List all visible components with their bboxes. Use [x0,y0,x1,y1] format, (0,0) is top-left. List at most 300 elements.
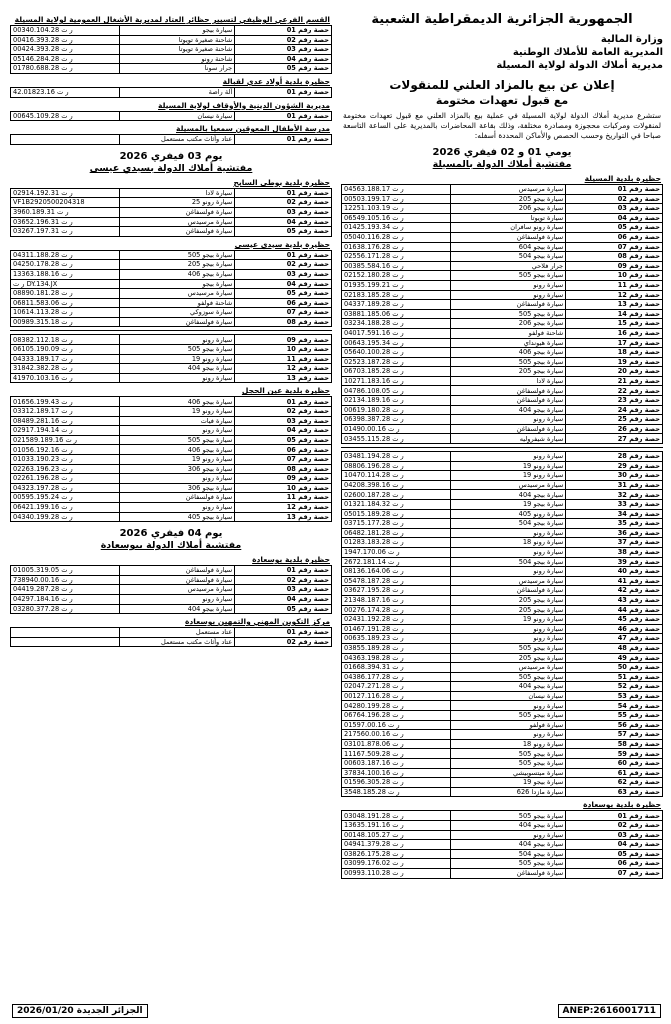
lot-number: حصة رقم 04 [235,279,332,289]
lot-description: سيارة بيجو 205 [451,605,566,615]
lot-registration: ر ت 03652.196.31 [11,217,120,227]
lot-description: سيارة بيجو 206 [451,319,566,329]
table-row [342,396,663,406]
lot-number: حصة رقم 04 [235,426,332,436]
lot-description: سيارة بيجو 205 [451,194,566,204]
lot-description: شاحنة صغيرة تويوتا [120,45,235,55]
table-row [342,691,663,701]
table-row [342,328,663,338]
table-row [11,198,332,208]
lot-number: حصة رقم 05 [235,227,332,237]
lot-registration: ر ت 01780.688.28 [11,64,120,74]
lot-description: سيارة رونو [451,280,566,290]
table-row [342,461,663,471]
table-row [11,335,332,345]
lot-description: سيارة رونو [120,474,235,484]
lot-description: سيارة رونو [451,730,566,740]
lots-table [341,451,663,797]
table-row [342,653,663,663]
table-row [11,345,332,355]
lot-registration: ر ت 06105.190.09 [11,345,120,355]
lot-number: حصة رقم 61 [566,768,663,778]
lot-number: حصة رقم 12 [235,502,332,512]
lot-description: سيارة رونو [120,373,235,383]
table-row [342,682,663,692]
lot-number: حصة رقم 01 [235,111,332,121]
table-row [11,207,332,217]
lot-description: سيارة مرسيدس [120,585,235,595]
table-row [11,298,332,308]
table-row [342,759,663,769]
lot-number: حصة رقم 03 [235,207,332,217]
lot-description: سيارة رونو 19 [451,615,566,625]
lot-number: حصة رقم 04 [566,840,663,850]
lot-description: سيارة بيجو 504 [451,252,566,262]
lot-description: سيارة ميتسوبيشي [451,768,566,778]
lot-registration: ر ت 04333.189.17 [11,354,120,364]
day4-title: يوم 04 فيفري 2026 [119,528,223,540]
lot-registration: ر ت 03267.197.31 [11,227,120,237]
lot-description: سيارة بيجو 505 [120,435,235,445]
lot-number: حصة رقم 34 [566,509,663,519]
lot-description: سيارة بيجو 504 [451,519,566,529]
table-row [11,628,332,638]
lot-registration: ر ت 01467.191.28 [342,624,451,634]
lot-registration: ر ت 04280.199.28 [342,701,451,711]
table-row [342,252,663,262]
table-row [342,232,663,242]
table-row [11,317,332,327]
table-row [342,471,663,481]
lot-description: سيارة شيفروليه [451,434,566,444]
table-row [11,637,332,647]
lots-table [10,334,332,383]
lot-number: حصة رقم 21 [566,376,663,386]
lot-registration: ر ت 738940.00.16 [11,575,120,585]
lot-description: سيارة بيجو 404 [451,405,566,415]
lot-number: حصة رقم 09 [566,261,663,271]
lot-description: سيارة بيجو 505 [120,250,235,260]
anep-reference: ANEP:2616001711 [558,1004,661,1018]
lot-number: حصة رقم 01 [235,628,332,638]
lot-registration: ر ت 08489.281.16 [11,416,120,426]
table-row [342,357,663,367]
lot-number: حصة رقم 02 [235,407,332,417]
lot-number: حصة رقم 36 [566,528,663,538]
divider [341,447,663,448]
lot-number: حصة رقم 05 [235,435,332,445]
lot-description: سيارة فولسفاغن [120,317,235,327]
lot-description: سيارة رونو 18 [451,538,566,548]
lot-registration: ر ت 04363.198.28 [342,653,451,663]
lot-description: سيارة بيجو 404 [451,682,566,692]
lot-number: حصة رقم 19 [566,357,663,367]
lot-registration: ر ت 10470.114.28 [342,471,451,481]
lot-registration: ر ت 01033.190.23 [11,455,120,465]
lot-number: حصة رقم 11 [235,354,332,364]
lot-number: حصة رقم 07 [235,455,332,465]
lot-number: حصة رقم 18 [566,348,663,358]
table-row [342,319,663,329]
lot-registration: ر ت 06482.181.28 [342,528,451,538]
table-row [11,426,332,436]
table-row [342,204,663,214]
lot-number: حصة رقم 12 [566,290,663,300]
table-row [342,434,663,444]
lot-registration: ر ت 02523.187.28 [342,357,451,367]
lot-registration: ر ت 00643.195.34 [342,338,451,348]
lot-registration: ر ت 00993.110.28 [342,868,451,878]
lot-number: حصة رقم 58 [566,739,663,749]
lot-description: سيارة سوزوكي [120,308,235,318]
table-row [11,483,332,493]
lot-registration: ر ت 02047.271.28 [342,682,451,692]
lot-number: حصة رقم 03 [235,416,332,426]
table-row [11,493,332,503]
lot-description: سيارة بيجو 404 [451,840,566,850]
lot-registration: ر ت 04786.108.05 [342,386,451,396]
lot-description: سيارة مرسيدس [120,289,235,299]
lot-description: سيارة فولسفاغن [451,232,566,242]
lot-description: سيارة رونو [451,830,566,840]
lot-description: سيارة فولسفاغن [120,493,235,503]
lot-registration: ر ت 03312.189.17 [11,407,120,417]
lot-description: سيارة رونو [120,335,235,345]
table-row [342,557,663,567]
lot-description: سيارة فولسفاغن [451,300,566,310]
lot-registration: ر ت 01490.00.16 [342,424,451,434]
table-row [342,309,663,319]
lot-description: شاحنة فولفو [120,298,235,308]
lots-table [10,25,332,74]
lot-number: حصة رقم 01 [566,185,663,195]
lot-description: عتاد مستعمل [120,628,235,638]
lot-description: سيارة بيجو 404 [120,364,235,374]
lot-registration: ر ت 03881.185.06 [342,309,451,319]
table-row [11,289,332,299]
table-row [11,64,332,74]
table-row [11,397,332,407]
table-row [11,87,332,97]
table-row [342,376,663,386]
lot-description: سيارة رونو [451,290,566,300]
lot-number: حصة رقم 02 [235,260,332,270]
lot-registration: ر ت 04386.177.28 [342,672,451,682]
lot-registration: ر ت DY.134.JX [11,279,120,289]
day4-office: مفتشية أملاك الدولة ببوسعادة [100,540,242,552]
lot-registration: ر ت 04311.188.28 [11,250,120,260]
lot-number: حصة رقم 05 [235,604,332,614]
lot-registration: ر ت 00619.180.28 [342,405,451,415]
lot-registration: ر ت 01056.192.16 [11,445,120,455]
lot-description: سيارة بيجو 206 [451,204,566,214]
lot-description: سيارة نيسان [451,691,566,701]
lot-number: حصة رقم 01 [566,811,663,821]
table-row [342,586,663,596]
lot-registration: ر ت 02431.192.28 [342,615,451,625]
lots-table [10,565,332,614]
newspaper-footer: الجزائر الجديدة 2026/01/20 [12,1004,148,1018]
lot-description: سيارة بيجو 404 [451,821,566,831]
lot-registration: ر ت 06764.196.28 [342,711,451,721]
table-row [342,338,663,348]
table-row [342,840,663,850]
lot-number: حصة رقم 32 [566,490,663,500]
ministry-line-2: المديرية العامة للأملاك الوطنية [512,47,663,58]
lot-description: سيارة رونو 19 [120,354,235,364]
lot-description: سيارة بيجو 406 [451,348,566,358]
lot-description: سيارة رونو [120,594,235,604]
lot-description: سيارة نيسان [120,111,235,121]
sec3-title: حظيرة بلدية بوسعادة [583,800,661,810]
lots-table [10,250,332,328]
lot-number: حصة رقم 11 [235,493,332,503]
lots-table [10,111,332,122]
lot-registration: ر ت 08806.196.28 [342,461,451,471]
lot-description: سيارة بيجو [120,279,235,289]
lot-description: سيارة بيجو 405 [120,512,235,522]
table-row [11,227,332,237]
lot-description: سيارة بيجو 404 [120,604,235,614]
ministry-line-1: وزارة المالية [600,34,663,45]
lot-registration: ر ت 10271.183.16 [342,376,451,386]
lots-table [341,810,663,878]
table-row [11,135,332,145]
lot-description: سيارة بيجو 505 [451,672,566,682]
lot-registration: ر ت 00127.116.28 [342,691,451,701]
lot-registration: ر ت 01935.199.21 [342,280,451,290]
lot-description: سيارة فولسفاغن [451,586,566,596]
table-row [342,701,663,711]
lot-number: حصة رقم 52 [566,682,663,692]
lot-description: سيارة بيجو 205 [451,367,566,377]
lot-registration: ر ت 11167.509.28 [342,749,451,759]
lot-registration: ر ت 04941.379.28 [342,840,451,850]
lot-number: حصة رقم 22 [566,386,663,396]
lot-description: سيارة رونو 19 [120,407,235,417]
lot-number: حصة رقم 02 [566,194,663,204]
lot-description: جرار سونا [120,64,235,74]
lot-registration: ر ت 05015.189.28 [342,509,451,519]
table-row [342,830,663,840]
lot-description: سيارة رونو 25 [120,198,235,208]
lot-description: سيارة فولسفاغن [451,424,566,434]
lot-registration: ر ت 04208.398.16 [342,480,451,490]
lot-description: سيارة بيجو 306 [120,483,235,493]
table-row [11,585,332,595]
lot-number: حصة رقم 02 [566,821,663,831]
table-row [342,778,663,788]
lot-number: حصة رقم 62 [566,778,663,788]
lot-registration: ر ت 02263.196.23 [11,464,120,474]
table-row [11,250,332,260]
lot-registration: ر ت 06811.583.06 [11,298,120,308]
lot-number: حصة رقم 17 [566,338,663,348]
lot-number: حصة رقم 06 [566,859,663,869]
lot-description: سيارة بيجو 604 [451,242,566,252]
lot-number: حصة رقم 24 [566,405,663,415]
table-row [342,500,663,510]
lot-description: سيارة بيجو [120,26,235,36]
lot-registration: ر ت 02600.187.28 [342,490,451,500]
lot-description: شاحنة فولفو [451,328,566,338]
lot-registration: ر ت 06549.105.16 [342,213,451,223]
lot-description: سيارة فولسفاغن [451,868,566,878]
lot-description: سيارة بيجو 205 [120,260,235,270]
table-row [11,464,332,474]
lot-registration [11,637,120,647]
lot-description: سيارة هيونداي [451,338,566,348]
lot-number: حصة رقم 03 [235,269,332,279]
lot-number: حصة رقم 13 [566,300,663,310]
lot-description: سيارة فولسفاغن [120,575,235,585]
lot-description: سيارة بيجو 505 [451,759,566,769]
lot-number: حصة رقم 01 [235,26,332,36]
lot-description: سيارة بيجو 505 [451,271,566,281]
lot-number: حصة رقم 05 [566,849,663,859]
lot-number: حصة رقم 53 [566,691,663,701]
lot-number: حصة رقم 57 [566,730,663,740]
lot-number: حصة رقم 59 [566,749,663,759]
lot-number: حصة رقم 50 [566,663,663,673]
day3-title: يوم 03 فيفري 2026 [119,150,223,162]
lot-number: حصة رقم 06 [235,298,332,308]
lot-number: حصة رقم 31 [566,480,663,490]
table-row [342,405,663,415]
lot-registration: ر ت 00645.109.28 [11,111,120,121]
lot-registration: ر ت 00340.104.28 [11,26,120,36]
lot-registration [11,628,120,638]
lot-description: سيارة رونو [120,426,235,436]
lot-number: حصة رقم 54 [566,701,663,711]
lot-registration: ر ت 08382.112.18 [11,335,120,345]
table-row [11,279,332,289]
table-row [11,308,332,318]
lot-number: حصة رقم 16 [566,328,663,338]
table-row [342,643,663,653]
lot-registration: ر ت 13635.191.16 [342,821,451,831]
lot-registration: ر ت 03481.194.28 [342,452,451,462]
lot-description: سيارة مرسيدس [451,576,566,586]
lot-description: سيارة بيجو 406 [120,269,235,279]
table-row [11,45,332,55]
day3-office: مفتشية أملاك الدولة بسيدي عيسى [89,162,253,174]
table-row [342,711,663,721]
table-row [342,538,663,548]
lot-registration: ر ت 04017.591.16 [342,328,451,338]
lot-registration: ر ت 03627.195.28 [342,586,451,596]
lot-number: حصة رقم 26 [566,424,663,434]
lot-description: سيارة مرسيدس [451,185,566,195]
lot-registration: ر ت 05478.187.28 [342,576,451,586]
lot-registration: ر ت 01321.184.32 [342,500,451,510]
lot-registration: ر ت 01596.305.28 [342,778,451,788]
lot-number: حصة رقم 05 [235,289,332,299]
lot-number: حصة رقم 41 [566,576,663,586]
table-row [342,595,663,605]
lot-number: حصة رقم 27 [566,434,663,444]
lot-description: سيارة فولفو [451,720,566,730]
lot-registration: ر ت 04340.199.28 [11,512,120,522]
table-row [342,185,663,195]
table-row [342,480,663,490]
table-row [342,348,663,358]
table-row [11,575,332,585]
lot-number: حصة رقم 30 [566,471,663,481]
lot-description: سيارة رونو 18 [451,739,566,749]
lots-table [10,396,332,522]
lot-description: شاحنة رونو [120,54,235,64]
lot-number: حصة رقم 28 [566,452,663,462]
lot-description: سيارة بيجو 404 [451,490,566,500]
lot-description: سيارة رونو [451,624,566,634]
table-row [342,386,663,396]
lot-description: سيارة بيجو 505 [451,643,566,653]
lot-number: حصة رقم 02 [235,637,332,647]
lot-number: حصة رقم 07 [566,868,663,878]
lot-description: سيارة رونو 19 [451,461,566,471]
lot-number: حصة رقم 40 [566,567,663,577]
table-row [342,280,663,290]
table-row [342,519,663,529]
lot-number: حصة رقم 20 [566,367,663,377]
lot-number: حصة رقم 38 [566,547,663,557]
table-row [11,373,332,383]
lot-description: عتاد وأثاث مكتب مستعمل [120,637,235,647]
lot-number: حصة رقم 02 [235,575,332,585]
lot-number: حصة رقم 42 [566,586,663,596]
table-row [342,576,663,586]
lot-registration: ر ت 01597.00.16 [342,720,451,730]
table-row [342,672,663,682]
table-row [11,416,332,426]
lot-registration: ر ت 37834.100.16 [342,768,451,778]
lot-description: سيارة رونو [451,547,566,557]
lots-table [10,627,332,647]
table-row [342,615,663,625]
lot-number: حصة رقم 37 [566,538,663,548]
table-row [342,223,663,233]
lot-registration: ر ت 03099.176.02 [342,859,451,869]
lot-number: حصة رقم 12 [235,364,332,374]
sec-c-title: مديرية الشؤون الدينية والأوقاف لولاية المسيلة [158,100,330,110]
lot-registration: ر ت 10614.113.28 [11,308,120,318]
lot-description: سيارة بيجو 406 [120,445,235,455]
lot-registration: ر ت 02556.171.28 [342,252,451,262]
lot-number: حصة رقم 06 [235,445,332,455]
lot-registration: ر ت 05640.100.28 [342,348,451,358]
lot-registration: ر ت 00635.189.23 [342,634,451,644]
lot-number: حصة رقم 07 [235,308,332,318]
table-row [11,354,332,364]
lot-registration: ر ت 04323.197.28 [11,483,120,493]
lot-description: آلة راصة [120,87,235,97]
lot-number: حصة رقم 10 [566,271,663,281]
table-row [342,624,663,634]
lot-description: سيارة بيجو 505 [451,859,566,869]
table-row [11,269,332,279]
lot-number: حصة رقم 10 [235,483,332,493]
lot-description: سيارة بيجو 504 [451,849,566,859]
lot-description: سيارة رونو [451,701,566,711]
lot-registration: ر ت 05040.116.28 [342,232,451,242]
lot-description: شاحنة صغيرة تويوتا [120,35,235,45]
lot-description: سيارة مازدا 626 [451,787,566,797]
lot-description: سيارة بيجو 205 [451,653,566,663]
table-row [11,594,332,604]
lot-description: سيارة رونو 19 [451,471,566,481]
lot-number: حصة رقم 14 [566,309,663,319]
